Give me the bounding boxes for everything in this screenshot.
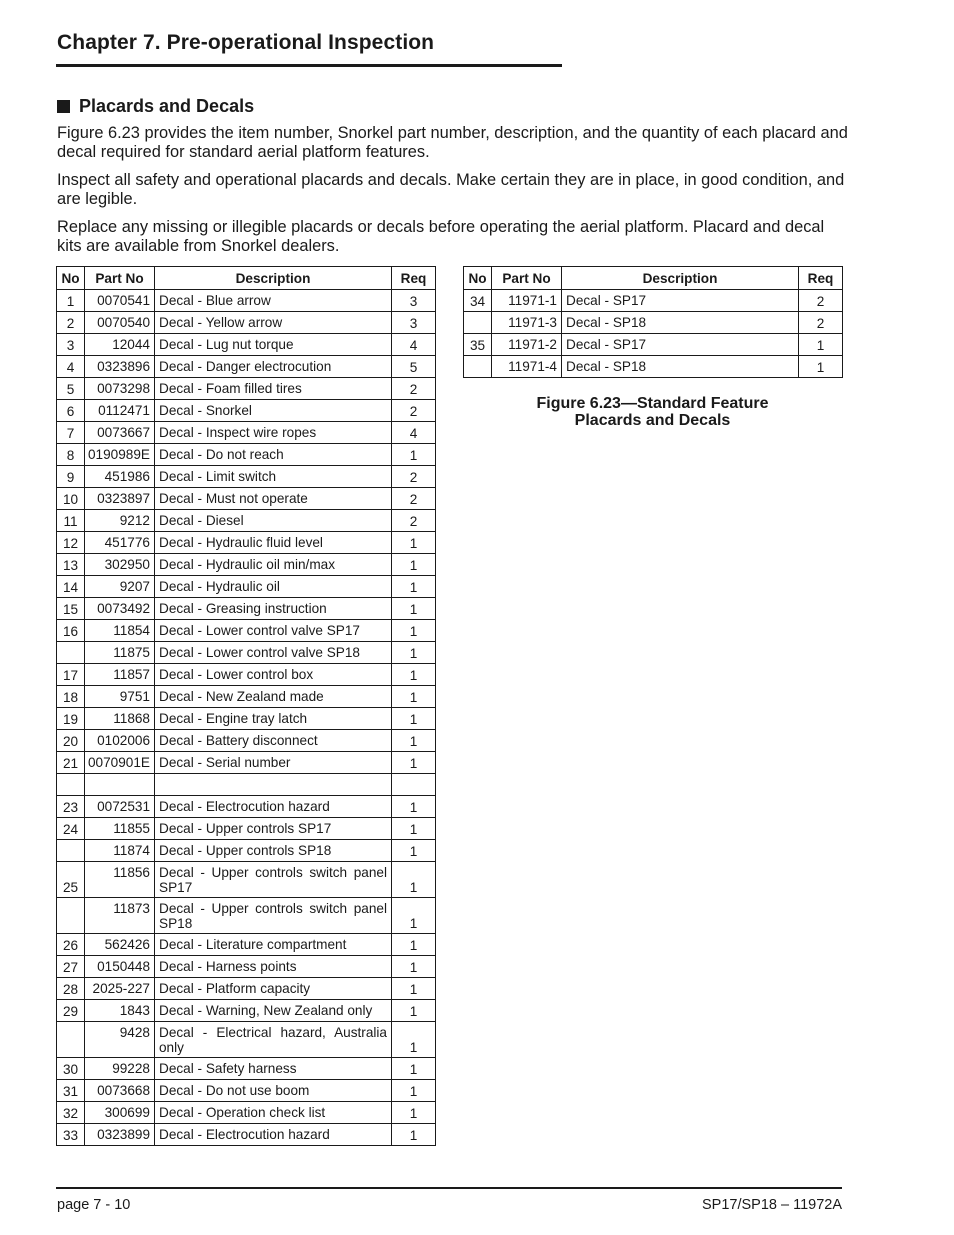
cell-req-qty: 1 <box>392 642 436 664</box>
chapter-title: Chapter 7. Pre-operational Inspection <box>57 31 435 54</box>
table-row <box>57 934 436 956</box>
table-row <box>57 1022 436 1058</box>
cell-item-no: 10 <box>57 488 85 510</box>
cell-description: Decal - Hydraulic fluid level <box>155 532 392 554</box>
cell-part-no: 12044 <box>85 334 155 356</box>
cell-req-qty: 1 <box>392 862 436 898</box>
cell-part-no: 0190989E <box>85 444 155 466</box>
cell-item-no: 16 <box>57 620 85 642</box>
table-row <box>57 1124 436 1146</box>
cell-description: Decal - Engine tray latch <box>155 708 392 730</box>
cell-req-qty: 2 <box>392 466 436 488</box>
cell-part-no: 9207 <box>85 576 155 598</box>
table-row <box>57 862 436 898</box>
decal-table-right <box>463 266 843 378</box>
footer-rule <box>56 1187 842 1189</box>
cell-req-qty: 1 <box>392 1058 436 1080</box>
cell-item-no: 29 <box>57 1000 85 1022</box>
cell-description: Decal - Upper controls switch panel SP18 <box>155 898 392 934</box>
figure-caption <box>463 395 842 429</box>
cell-req-qty: 1 <box>392 730 436 752</box>
cell-description: Decal - Literature compartment <box>155 934 392 956</box>
cell-req-qty: 4 <box>392 334 436 356</box>
cell-req-qty: 1 <box>392 576 436 598</box>
chapter-rule <box>56 64 562 67</box>
cell-part-no: 0070901E <box>85 752 155 774</box>
cell-req-qty: 1 <box>799 334 843 356</box>
cell-description <box>155 774 392 796</box>
table-row <box>57 818 436 840</box>
cell-part-no: 0150448 <box>85 956 155 978</box>
table-row <box>464 312 843 334</box>
table-row <box>57 730 436 752</box>
cell-req-qty: 2 <box>392 510 436 532</box>
table-row <box>57 444 436 466</box>
table-row <box>57 598 436 620</box>
cell-item-no: 28 <box>57 978 85 1000</box>
col-header-req: Req <box>799 267 843 290</box>
cell-part-no: 11855 <box>85 818 155 840</box>
cell-item-no <box>57 1022 85 1058</box>
table-row <box>464 334 843 356</box>
cell-part-no: 11971-1 <box>492 290 562 312</box>
col-header-part-no: Part No <box>492 267 562 290</box>
table-row <box>57 1102 436 1124</box>
table-row <box>57 796 436 818</box>
cell-description: Decal - Lower control valve SP17 <box>155 620 392 642</box>
cell-part-no: 0070541 <box>85 290 155 312</box>
table-row <box>57 898 436 934</box>
table-row <box>57 642 436 664</box>
cell-item-no <box>57 840 85 862</box>
cell-item-no: 24 <box>57 818 85 840</box>
cell-req-qty: 1 <box>392 1080 436 1102</box>
paragraph-replace: Replace any missing or illegible placards or decals before operating the aerial platform. Placard and decal kits are available from Snorkel dealers. <box>57 218 825 255</box>
cell-description: Decal - SP18 <box>562 312 799 334</box>
cell-description: Decal - Must not operate <box>155 488 392 510</box>
figure-caption-line2: Placards and Decals <box>574 412 731 429</box>
cell-req-qty <box>392 774 436 796</box>
cell-req-qty: 3 <box>392 290 436 312</box>
cell-item-no: 17 <box>57 664 85 686</box>
cell-part-no: 0102006 <box>85 730 155 752</box>
cell-description: Decal - Battery disconnect <box>155 730 392 752</box>
cell-req-qty: 1 <box>392 686 436 708</box>
cell-description: Decal - Hydraulic oil min/max <box>155 554 392 576</box>
square-bullet-icon <box>57 100 70 113</box>
table-row <box>57 1080 436 1102</box>
cell-req-qty: 1 <box>392 796 436 818</box>
cell-req-qty: 1 <box>392 1102 436 1124</box>
col-header-description: Description <box>562 267 799 290</box>
cell-item-no: 34 <box>464 290 492 312</box>
cell-req-qty: 1 <box>392 840 436 862</box>
cell-part-no: 0323897 <box>85 488 155 510</box>
col-header-description: Description <box>155 267 392 290</box>
table-row <box>57 1000 436 1022</box>
cell-part-no: 11875 <box>85 642 155 664</box>
cell-description: Decal - Greasing instruction <box>155 598 392 620</box>
cell-item-no: 21 <box>57 752 85 774</box>
cell-req-qty: 1 <box>392 1022 436 1058</box>
cell-req-qty: 1 <box>392 934 436 956</box>
cell-item-no <box>57 774 85 796</box>
table-row <box>464 290 843 312</box>
cell-description: Decal - Foam filled tires <box>155 378 392 400</box>
cell-req-qty: 1 <box>392 978 436 1000</box>
cell-item-no: 9 <box>57 466 85 488</box>
table-row <box>57 422 436 444</box>
cell-part-no: 9751 <box>85 686 155 708</box>
cell-part-no: 11856 <box>85 862 155 898</box>
table-row <box>57 774 436 796</box>
cell-part-no: 11857 <box>85 664 155 686</box>
paragraph-inspect: Inspect all safety and operational placards and decals. Make certain they are in place, in good condition, and are legible. <box>57 171 845 208</box>
cell-req-qty: 1 <box>392 1124 436 1146</box>
cell-part-no: 0073492 <box>85 598 155 620</box>
paragraph-intro: Figure 6.23 provides the item number, Snorkel part number, description, and the quantity of each placard and decal required for standard aerial platform features. <box>57 124 848 161</box>
table-row <box>57 510 436 532</box>
cell-item-no <box>464 312 492 334</box>
cell-item-no: 27 <box>57 956 85 978</box>
table-row <box>57 466 436 488</box>
cell-req-qty: 3 <box>392 312 436 334</box>
table-row <box>57 840 436 862</box>
cell-req-qty: 2 <box>392 488 436 510</box>
cell-item-no: 7 <box>57 422 85 444</box>
cell-part-no: 0073667 <box>85 422 155 444</box>
col-header-req: Req <box>392 267 436 290</box>
table-row <box>57 290 436 312</box>
cell-item-no: 12 <box>57 532 85 554</box>
cell-description: Decal - Safety harness <box>155 1058 392 1080</box>
cell-description: Decal - New Zealand made <box>155 686 392 708</box>
cell-description: Decal - Warning, New Zealand only <box>155 1000 392 1022</box>
table-row <box>57 334 436 356</box>
cell-part-no: 300699 <box>85 1102 155 1124</box>
figure-caption-line1: Figure 6.23—Standard Feature <box>536 395 769 412</box>
cell-item-no: 8 <box>57 444 85 466</box>
cell-item-no: 32 <box>57 1102 85 1124</box>
cell-req-qty: 1 <box>392 664 436 686</box>
table-row <box>57 752 436 774</box>
cell-req-qty: 1 <box>392 598 436 620</box>
cell-description: Decal - Do not use boom <box>155 1080 392 1102</box>
cell-description: Decal - Snorkel <box>155 400 392 422</box>
cell-part-no: 11868 <box>85 708 155 730</box>
cell-description: Decal - Diesel <box>155 510 392 532</box>
cell-item-no: 25 <box>57 862 85 898</box>
table-row <box>57 378 436 400</box>
cell-part-no: 0073668 <box>85 1080 155 1102</box>
cell-item-no <box>464 356 492 378</box>
cell-part-no: 11971-3 <box>492 312 562 334</box>
cell-item-no: 35 <box>464 334 492 356</box>
cell-req-qty: 2 <box>392 400 436 422</box>
cell-item-no: 2 <box>57 312 85 334</box>
table-row <box>57 686 436 708</box>
cell-description: Decal - Lower control valve SP18 <box>155 642 392 664</box>
cell-part-no: 0073298 <box>85 378 155 400</box>
table-row <box>57 576 436 598</box>
cell-item-no: 20 <box>57 730 85 752</box>
cell-part-no: 0112471 <box>85 400 155 422</box>
table-row <box>57 978 436 1000</box>
cell-req-qty: 1 <box>392 708 436 730</box>
cell-req-qty: 1 <box>392 444 436 466</box>
cell-item-no: 19 <box>57 708 85 730</box>
table-row <box>57 312 436 334</box>
cell-part-no: 11971-4 <box>492 356 562 378</box>
cell-description: Decal - Yellow arrow <box>155 312 392 334</box>
cell-req-qty: 1 <box>392 1000 436 1022</box>
table-row <box>57 708 436 730</box>
cell-req-qty: 1 <box>392 818 436 840</box>
cell-description: Decal - Harness points <box>155 956 392 978</box>
section-heading <box>57 96 254 117</box>
cell-description: Decal - Do not reach <box>155 444 392 466</box>
table-row <box>464 356 843 378</box>
cell-req-qty: 4 <box>392 422 436 444</box>
cell-part-no: 11971-2 <box>492 334 562 356</box>
cell-req-qty: 2 <box>799 290 843 312</box>
cell-part-no: 562426 <box>85 934 155 956</box>
cell-part-no: 0323896 <box>85 356 155 378</box>
cell-item-no <box>57 642 85 664</box>
cell-description: Decal - Electrical hazard, Australia only <box>155 1022 392 1058</box>
cell-item-no: 33 <box>57 1124 85 1146</box>
col-header-no: No <box>464 267 492 290</box>
cell-item-no: 4 <box>57 356 85 378</box>
cell-description: Decal - Lower control box <box>155 664 392 686</box>
cell-item-no: 1 <box>57 290 85 312</box>
cell-req-qty: 1 <box>392 956 436 978</box>
cell-req-qty: 5 <box>392 356 436 378</box>
cell-item-no <box>57 898 85 934</box>
cell-part-no: 99228 <box>85 1058 155 1080</box>
table-row <box>57 532 436 554</box>
cell-description: Decal - Hydraulic oil <box>155 576 392 598</box>
cell-description: Decal - Operation check list <box>155 1102 392 1124</box>
cell-part-no: 9212 <box>85 510 155 532</box>
cell-req-qty: 2 <box>799 312 843 334</box>
cell-item-no: 30 <box>57 1058 85 1080</box>
table-row <box>57 620 436 642</box>
table-row <box>57 488 436 510</box>
cell-item-no: 23 <box>57 796 85 818</box>
cell-part-no: 451776 <box>85 532 155 554</box>
cell-part-no: 0072531 <box>85 796 155 818</box>
cell-description: Decal - Electrocution hazard <box>155 1124 392 1146</box>
cell-req-qty: 1 <box>392 898 436 934</box>
cell-item-no: 14 <box>57 576 85 598</box>
cell-part-no <box>85 774 155 796</box>
cell-description: Decal - Danger electrocution <box>155 356 392 378</box>
table-row <box>57 664 436 686</box>
cell-req-qty: 1 <box>392 752 436 774</box>
cell-description: Decal - Electrocution hazard <box>155 796 392 818</box>
cell-item-no: 3 <box>57 334 85 356</box>
decal-table-left <box>56 266 436 1146</box>
cell-description: Decal - Lug nut torque <box>155 334 392 356</box>
cell-description: Decal - Upper controls SP17 <box>155 818 392 840</box>
cell-req-qty: 2 <box>392 378 436 400</box>
cell-description: Decal - Serial number <box>155 752 392 774</box>
table-row <box>57 400 436 422</box>
page-number: page 7 - 10 <box>57 1197 131 1213</box>
col-header-part-no: Part No <box>85 267 155 290</box>
cell-part-no: 11873 <box>85 898 155 934</box>
cell-item-no: 5 <box>57 378 85 400</box>
cell-description: Decal - Upper controls switch panel SP17 <box>155 862 392 898</box>
cell-part-no: 0323899 <box>85 1124 155 1146</box>
cell-part-no: 11854 <box>85 620 155 642</box>
table-row <box>57 356 436 378</box>
table-row <box>57 1058 436 1080</box>
table-row <box>57 956 436 978</box>
cell-part-no: 11874 <box>85 840 155 862</box>
cell-part-no: 302950 <box>85 554 155 576</box>
cell-part-no: 1843 <box>85 1000 155 1022</box>
cell-item-no: 31 <box>57 1080 85 1102</box>
cell-item-no: 11 <box>57 510 85 532</box>
cell-item-no: 6 <box>57 400 85 422</box>
cell-description: Decal - SP18 <box>562 356 799 378</box>
cell-part-no: 451986 <box>85 466 155 488</box>
col-header-no: No <box>57 267 85 290</box>
cell-description: Decal - SP17 <box>562 334 799 356</box>
cell-req-qty: 1 <box>392 554 436 576</box>
cell-req-qty: 1 <box>799 356 843 378</box>
cell-part-no: 0070540 <box>85 312 155 334</box>
cell-description: Decal - Limit switch <box>155 466 392 488</box>
cell-part-no: 9428 <box>85 1022 155 1058</box>
cell-item-no: 26 <box>57 934 85 956</box>
cell-part-no: 2025-227 <box>85 978 155 1000</box>
cell-req-qty: 1 <box>392 620 436 642</box>
table-row <box>57 554 436 576</box>
section-heading-text: Placards and Decals <box>79 96 255 116</box>
cell-description: Decal - SP17 <box>562 290 799 312</box>
cell-item-no: 18 <box>57 686 85 708</box>
cell-req-qty: 1 <box>392 532 436 554</box>
cell-description: Decal - Platform capacity <box>155 978 392 1000</box>
cell-item-no: 15 <box>57 598 85 620</box>
cell-description: Decal - Blue arrow <box>155 290 392 312</box>
cell-item-no: 13 <box>57 554 85 576</box>
cell-description: Decal - Upper controls SP18 <box>155 840 392 862</box>
cell-description: Decal - Inspect wire ropes <box>155 422 392 444</box>
document-id: SP17/SP18 – 11972A <box>701 1197 842 1213</box>
